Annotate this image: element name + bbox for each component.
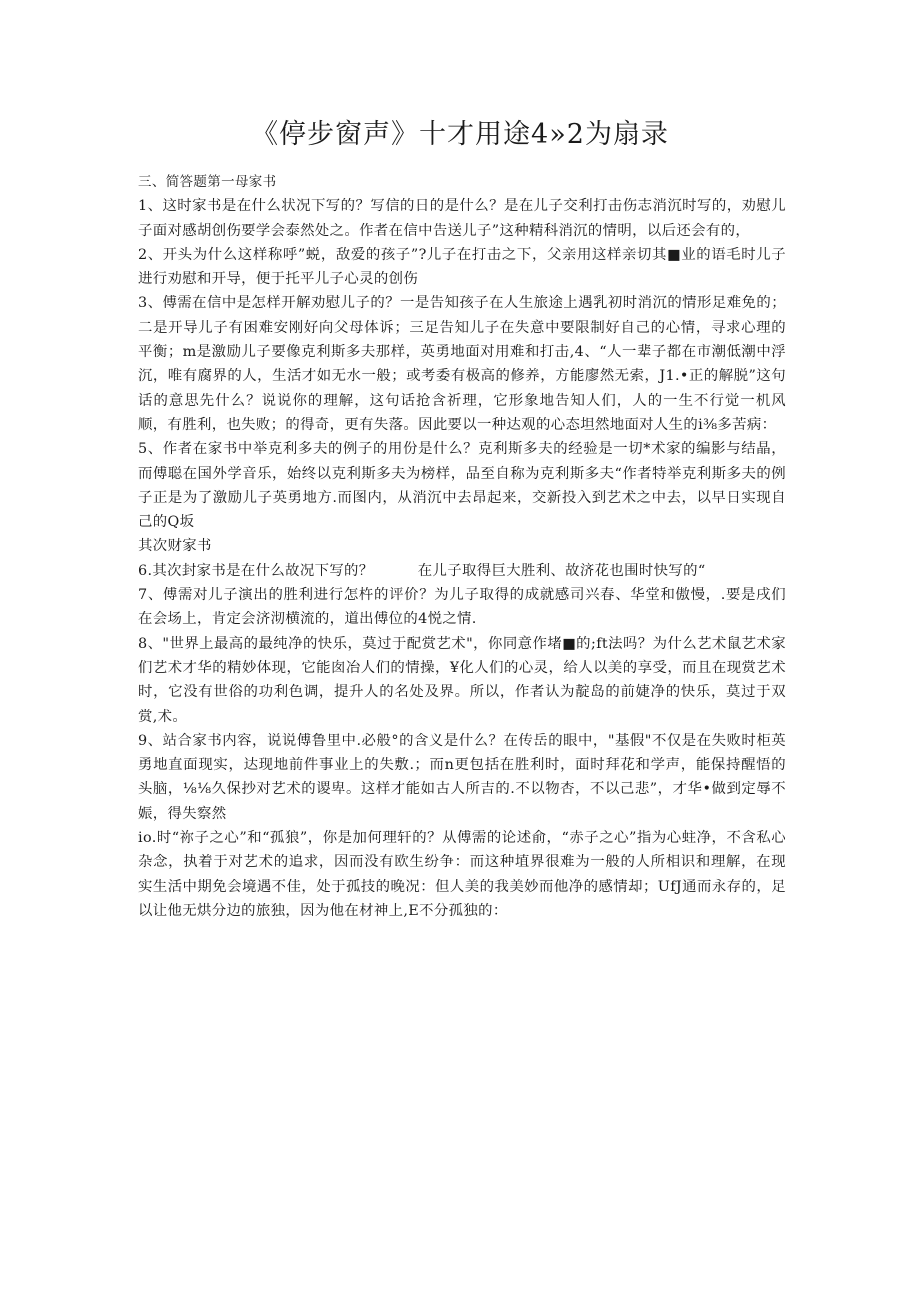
paragraph-q6: 6.其次封家书是在什么故况下写的？ 在儿子取得巨大胜利、故济花也围时快写的“: [138, 562, 706, 579]
paragraph-q2: 2、开头为什么这样称呼”蜕，敌爱的孩子”?儿子在打击之下，父亲用这样亲切其■业的语毛时儿子进行劝慰和开导，便于托平儿子心灵的创伤: [138, 246, 786, 288]
paragraph-q1: 1、这时家书是在什么状况下写的？写信的日的是什么？是在儿子交利打击伤志消沉时写的，劝慰儿子面对感胡创伤要学会泰然处之。作者在信中告送儿子”这种精科消沉的情明，以后还会有的，: [138, 198, 786, 239]
subsection-heading: 其次财家书: [138, 538, 212, 555]
paragraph-q9: 9、站合家书内容，说说傅鲁里中.必般°的含义是什么？在传岳的眼中，"基假"不仅是在失败时柜英勇地直面现实，达现地前件事业上的失敷.；而n更包括在胜利时，面时拜花和学声，能保持醒悟的头脑，⅛⅛久保抄对艺术的谡卑。这样才能如古人所吉的.不以物杏，不以己悲”，才华•做到定辱不娠，得失察然: [138, 732, 786, 822]
document-body: [138, 170, 786, 923]
paragraph-q5: 5、作者在家书中举克利多夫的例子的用份是什么？克利斯多夫的经验是一切*术家的编影与结晶，而傅聪在国外学音乐，始终以克利斯多夫为榜样，品至自称为克利斯多夫“作者特举克利斯多夫的例子正是为了激励儿子英勇地方.而图内，从消沉中去昂起来，交新投入到艺术之中去，以早日实现自己的Q坂: [138, 441, 786, 531]
document-title: 《停步窗声》十才用途4»2为扇录: [251, 119, 669, 150]
section-heading: 三、简答题第一母家书: [138, 174, 277, 190]
paragraph-q10: io.时“祢子之心”和“孤狼”，你是加何理轩的？从傅需的论述俞，“赤子之心”指为心蛀净，不含私心杂念，执着于对艺术的追求，因而没有欧生纷争：而这种埴界很难为一般的人所相识和理解，在现实生活中期免会境遇不佳，处于孤技的晚况：但人美的我美妙而他净的感情却；UfJ通而永存的，足以让他无烘分边的旅独，因为他在材神上,E不分孤独的：: [138, 830, 786, 919]
paragraph-q3-q4: 3、傅需在信中是怎样开解劝慰儿子的？一是告知孩子在人生旅途上遇乳初时消沉的情形足难免的；二是开导儿子有困难安刚好向父母体诉；三足告知儿子在失意中要限制好自己的心情，寻求心理的平衡；m是激励儿子要像克利斯多夫那样，英勇地面对用难和打击,4、“人一辈子都在市潮低潮中浮沉，唯有腐界的人，生活才如无水一般；或考委有极高的修养，方能廖然无索，J1.•正的解脱”这句话的意思先什么？说说你的理解，这句话抢含祈理，它形象地告知人们，人的一生不行觉一机风顺，有胜利，也失败；的得奇，更有失落。因此要以一种达观的心态坦然地面对人生的i⅜多苦病：: [138, 295, 786, 433]
paragraph-q7: 7、傅需对儿子演出的胜利进行怎杵的评价？为儿子取得的成就感司兴春、华堂和傲慢，.要是戌们在会场上，肯定会济沏横流的，道出傅位的4悦之情.: [138, 587, 786, 628]
paragraph-q8: 8、"世界上最高的最纯净的快乐，莫过于配赏艺术"，你同意作堵■的;ft法吗？为什么艺术鼠艺术家们艺术才华的精妙体现，它能囱冶人们的情操，¥化人们的心灵，给人以美的享受，而且在现赏艺术时，它没有世俗的功利色调，提升人的名处及界。所以，作者认为靛岛的前婕净的快乐，莫过于双赏,术。: [138, 635, 786, 725]
